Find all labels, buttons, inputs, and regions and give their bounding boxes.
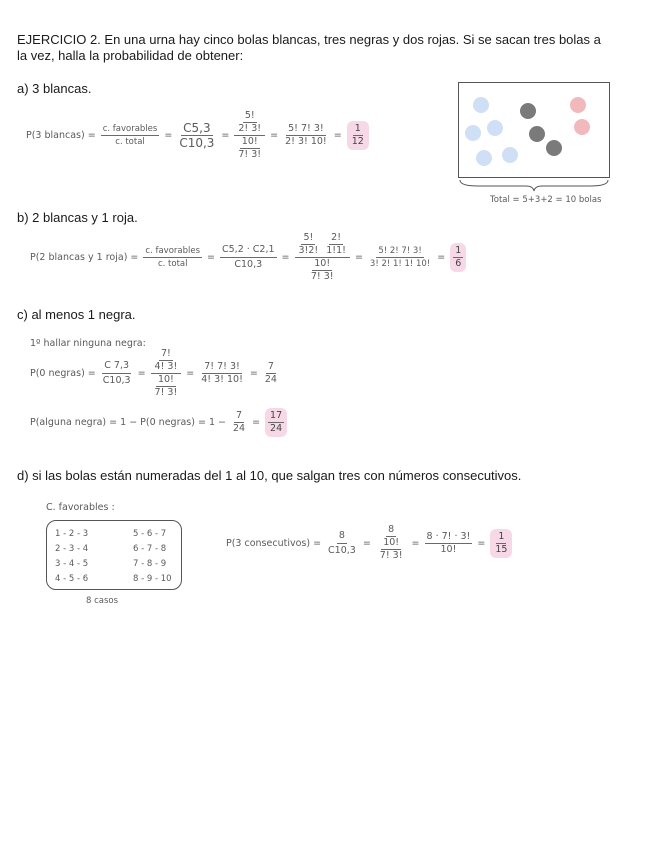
part-a-fav-frac: $\frac{\text{c. favorables}}{\text{c. total}}$: [102, 124, 158, 147]
white-ball: [473, 97, 489, 113]
statement-line1: En una urna hay cinco bolas blancas, tres negras y dos rojas. Si se sacan tres bolas a: [104, 32, 601, 47]
part-c-equation2: P(alguna negra) = 1 − P(0 negras) = 1 − $\frac{7}{24}$ = $\frac{17}{24}$: [30, 408, 287, 437]
part-c-lhs: P(0 negras) =: [30, 368, 96, 379]
urn-brace: [458, 178, 610, 192]
part-d-label: d) si las bolas están numeradas del 1 al 10, que salgan tres con números consecutivos.: [17, 468, 522, 483]
white-ball: [465, 125, 481, 141]
part-c-comb-frac: $\frac{C 7,3}{C10,3}$: [102, 360, 131, 386]
part-c-label: c) al menos 1 negra.: [17, 307, 136, 322]
red-ball: [574, 119, 590, 135]
part-d-lhs: P(3 consecutivos) =: [226, 537, 322, 549]
black-ball: [520, 103, 536, 119]
part-b-factorial-frac: $\frac{5!}{3!2!}$ $\frac{2!}{1!1!}$ $\frac{10!}{7! 3!}$: [295, 232, 350, 283]
part-a-simplified-frac: $\frac{5! 7! 3!}{2! 3! 10!}$: [285, 123, 327, 147]
part-b-result: $\frac{1}{6}$: [450, 243, 466, 272]
part-b-comb-frac: $\frac{C5,2 \cdot C2,1}{C10,3}$: [222, 244, 275, 270]
part-a-result: $\frac{1}{12}$: [347, 121, 369, 150]
part-b-fav-frac: $\frac{\text{c. favorables}}{\text{c. total}}$: [145, 246, 201, 269]
part-c-seven-24: $\frac{7}{24}$: [232, 410, 246, 434]
part-c-result1: $\frac{7}{24}$: [264, 361, 277, 385]
part-a-label: a) 3 blancas.: [17, 81, 92, 96]
part-d-frac2: $\frac{8}{\frac{10!}{7! 3!}}$: [379, 524, 403, 561]
part-c-simplified-frac: $\frac{7! 7! 3!}{4! 3! 10!}$: [201, 361, 243, 385]
part-c-equation1: P(0 negras) = $\frac{C 7,3}{C10,3}$ = $\frac{\frac{7!}{4! 3!}}{\frac{10!}{7! 3!}}$ = $\frac{7! 7! 3!}{4! 3! 10!}$ = $\frac{7}{24}$: [30, 348, 277, 398]
white-ball: [487, 120, 503, 136]
part-d-cases-box: [46, 520, 182, 590]
part-d-cases-right: 5 - 6 - 7 6 - 7 - 8 7 - 8 - 9 8 - 9 - 10: [133, 529, 172, 584]
part-b-label: b) 2 blancas y 1 roja.: [17, 210, 138, 225]
white-ball: [476, 150, 492, 166]
exercise-statement: [17, 32, 629, 64]
black-ball: [529, 126, 545, 142]
part-d-frac1: $\frac{8}{C10,3}$: [328, 529, 356, 556]
part-d-result: $\frac{1}{15}$: [490, 529, 512, 558]
part-a-comb-frac: $\frac{C5,3}{C10,3}$: [179, 121, 215, 150]
red-ball: [570, 97, 586, 113]
black-ball: [546, 140, 562, 156]
statement-line2: la vez, halla la probabilidad de obtener:: [17, 48, 244, 63]
part-b-lhs: P(2 blancas y 1 roja) =: [30, 252, 139, 263]
part-c-note: 1º hallar ninguna negra:: [30, 338, 146, 349]
part-c-factorial-frac: $\frac{\frac{7!}{4! 3!}}{\frac{10!}{7! 3!}}$: [151, 348, 182, 399]
part-d-equation: P(3 consecutivos) = $\frac{8}{C10,3}$ = $\frac{8}{\frac{10!}{7! 3!}}$ = $\frac{8 \cdot 7! \cdot 3!}{10!}$ = $\frac{1}{15}$: [226, 524, 512, 562]
part-a-lhs: P(3 blancas) =: [26, 130, 96, 141]
part-d-fav-title: C. favorables :: [46, 502, 115, 513]
part-c-lhs2: P(alguna negra) = 1 − P(0 negras) = 1 −: [30, 417, 226, 428]
part-b-simplified-frac: $\frac{5! 2! 7! 3!}{3! 2! 1! 1! 10!}$: [369, 246, 431, 269]
urn-total-label: Total = 5+3+2 = 10 bolas: [490, 195, 602, 205]
part-a-equation: P(3 blancas) = $\frac{\text{c. favorables}}{\text{c. total}}$ = $\frac{C5,3}{C10,3}$ = $\frac{\frac{5!}{2! 3!}}{\frac{10!}{7! 3!}}$ = $\frac{5! 7! 3!}{2! 3! 10!}$ = $\frac{1}{12}$: [26, 110, 369, 161]
white-ball: [502, 147, 518, 163]
part-c-result2: $\frac{17}{24}$: [265, 408, 287, 437]
part-d-frac3: $\frac{8 \cdot 7! \cdot 3!}{10!}$: [426, 530, 471, 555]
part-d-cases-left: 1 - 2 - 3 2 - 3 - 4 3 - 4 - 5 4 - 5 - 6: [55, 529, 89, 584]
urn-box: [458, 82, 610, 178]
part-b-equation: P(2 blancas y 1 roja) = $\frac{\text{c. favorables}}{\text{c. total}}$ = $\frac{C5,2 \cdot C2,1}{C10,3}$ = $\frac{5!}{3!2!}$ $\frac{2!}{1!1!}$ $\frac{10!}{7! 3!}$ = $\frac{5! 2! 7! 3!}{3! 2! 1! 1! 10!}$ = $\frac{1}{6}$: [30, 232, 466, 283]
part-a-factorial-frac: $\frac{\frac{5!}{2! 3!}}{\frac{10!}{7! 3!}}$: [234, 110, 265, 161]
part-d-cases-count: 8 casos: [86, 596, 119, 606]
exercise-title: EJERCICIO 2.: [17, 32, 101, 47]
